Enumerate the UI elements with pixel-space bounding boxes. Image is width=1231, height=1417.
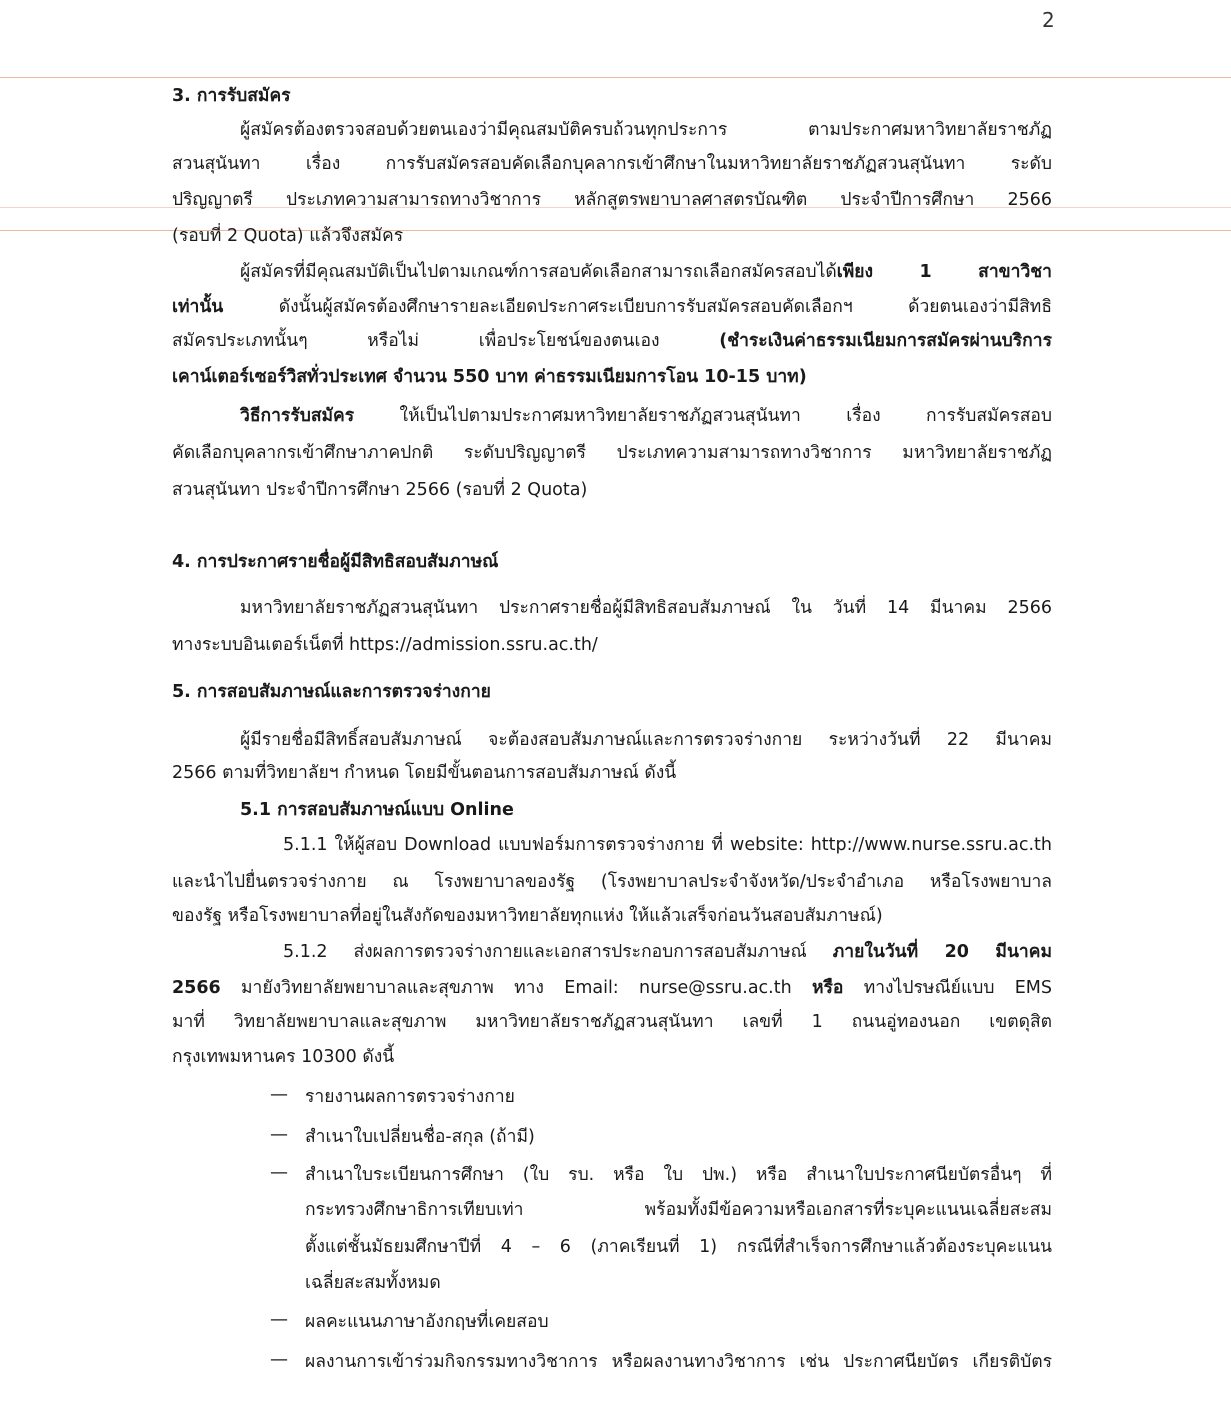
text-line	[240, 260, 1052, 284]
text-line	[172, 1045, 394, 1069]
text-line	[172, 904, 883, 928]
text-line	[172, 550, 498, 574]
text-line	[172, 365, 807, 389]
text-line	[240, 596, 1052, 620]
text: ผลคะแนนภาษาอังกฤษที่เคยสอบ	[305, 1312, 549, 1332]
text-line	[172, 761, 676, 785]
text: (รอบที่ 2 Quota) แล้วจึงสมัคร	[172, 226, 404, 246]
bold-text: เพียง 1 สาขาวิชา	[836, 262, 1052, 282]
bullet-dash-icon: —	[270, 1349, 288, 1370]
text-line	[283, 940, 1052, 964]
bold-text: 4. การประกาศรายชื่อผู้มีสิทธิสอบสัมภาษณ์	[172, 552, 499, 572]
text-line	[305, 1125, 535, 1149]
text: กระทรวงศึกษาธิการเทียบเท่า พร้อมทั้งมีข้อความหรือเอกสารที่ระบุคะแนนเฉลี่ยสะสม	[305, 1200, 1052, 1220]
bold-text: เท่านั้น	[172, 297, 224, 317]
bold-text: หรือ	[811, 978, 844, 998]
text-line	[240, 118, 1052, 142]
text: สำเนาใบเปลี่ยนชื่อ-สกุล (ถ้ามี)	[305, 1127, 535, 1147]
text: มาที่ วิทยาลัยพยาบาลและสุขภาพ มหาวิทยาลัยราชภัฏสวนสุนันทา เลขที่ 1 ถนนอู่ทองนอก เขตดุสิต	[172, 1012, 1052, 1032]
text-line	[305, 1163, 1052, 1187]
text: กรุงเทพมหานคร 10300 ดังนี้	[172, 1047, 395, 1067]
text: 2566 ตามที่วิทยาลัยฯ กำหนด โดยมีขั้นตอนการสอบสัมภาษณ์ ดังนี้	[172, 763, 677, 783]
text: สำเนาใบระเบียนการศึกษา (ใบ รบ. หรือ ใบ ปพ.) หรือ สำเนาใบประกาศนียบัตรอื่นๆ ที่	[305, 1165, 1052, 1185]
text-line	[172, 329, 1052, 353]
text: ทางระบบอินเตอร์เน็ตที่ https://admission.ssru.ac.th/	[172, 635, 598, 655]
text-line	[240, 798, 514, 822]
text-line	[240, 728, 1052, 752]
text: คัดเลือกบุคลากรเข้าศึกษาภาคปกติ ระดับปริญญาตรี ประเภทความสามารถทางวิชาการ มหาวิทยาลัยราชภัฏ	[172, 443, 1052, 463]
text: สวนสุนันทา ประจำปีการศึกษา 2566 (รอบที่ 2 Quota)	[172, 480, 588, 500]
bullet-dash-icon: —	[270, 1162, 288, 1183]
scan-line	[0, 77, 1231, 78]
text-line	[305, 1198, 1052, 1222]
text-line	[172, 441, 1052, 465]
text-line	[305, 1271, 441, 1295]
text: ผู้สมัครที่มีคุณสมบัติเป็นไปตามเกณฑ์การสอบคัดเลือกสามารถเลือกสมัครสอบได้	[240, 262, 837, 282]
text: ผู้สมัครต้องตรวจสอบด้วยตนเองว่ามีคุณสมบัติครบถ้วนทุกประการ ตามประกาศมหาวิทยาลัยราชภัฏ	[240, 120, 1052, 140]
text: มายังวิทยาลัยพยาบาลและสุขภาพ ทาง Email: nurse@ssru.ac.th	[220, 978, 812, 998]
text-line	[240, 404, 1052, 428]
bold-text: 5.1 การสอบสัมภาษณ์แบบ Online	[240, 800, 514, 820]
text-line	[172, 152, 1052, 176]
text-line	[172, 870, 1052, 894]
bold-text: 3. การรับสมัคร	[172, 86, 291, 106]
text-line	[172, 478, 587, 502]
bold-text: 5. การสอบสัมภาษณ์และการตรวจร่างกาย	[172, 682, 491, 702]
text: และนำไปยื่นตรวจร่างกาย ณ โรงพยาบาลของรัฐ (โรงพยาบาลประจำจังหวัด/ประจำอำเภอ หรือโรงพยาบาล	[172, 872, 1052, 892]
text: ตั้งแต่ชั้นมัธยมศึกษาปีที่ 4 – 6 (ภาคเรียนที่ 1) กรณีที่สำเร็จการศึกษาแล้วต้องระบุคะแนน	[305, 1237, 1052, 1257]
text: ผู้มีรายชื่อมีสิทธิ์สอบสัมภาษณ์ จะต้องสอบสัมภาษณ์และการตรวจร่างกาย ระหว่างวันที่ 22 มีนาคม	[240, 730, 1052, 750]
page-number: 2	[1042, 8, 1055, 32]
text-line	[172, 633, 598, 657]
bold-text: วิธีการรับสมัคร	[240, 406, 355, 426]
text: สวนสุนันทา เรื่อง การรับสมัครสอบคัดเลือกบุคลากรเข้าศึกษาในมหาวิทยาลัยราชภัฏสวนสุนันทา ระดับ	[172, 154, 1052, 174]
text-line	[305, 1350, 1052, 1374]
text-line	[283, 833, 1052, 857]
text: สมัครประเภทนั้นๆ หรือไม่ เพื่อประโยชน์ของตนเอง	[172, 331, 720, 351]
text: มหาวิทยาลัยราชภัฏสวนสุนันทา ประกาศรายชื่อผู้มีสิทธิสอบสัมภาษณ์ ใน วันที่ 14 มีนาคม 2566	[240, 598, 1052, 618]
text: เฉลี่ยสะสมทั้งหมด	[305, 1273, 441, 1293]
bold-text: 2566	[172, 978, 221, 998]
text-line	[172, 295, 1052, 319]
text: ทางไปรษณีย์แบบ EMS	[843, 978, 1052, 998]
text: 5.1.2 ส่งผลการตรวจร่างกายและเอกสารประกอบการสอบสัมภาษณ์	[283, 942, 833, 962]
text-line	[305, 1085, 515, 1109]
text: ของรัฐ หรือโรงพยาบาลที่อยู่ในสังกัดของมหาวิทยาลัยทุกแห่ง ให้แล้วเสร็จก่อนวันสอบสัมภาษณ์)	[172, 906, 883, 926]
text: ปริญญาตรี ประเภทความสามารถทางวิชาการ หลักสูตรพยาบาลศาสตรบัณฑิต ประจำปีการศึกษา 2566	[172, 190, 1052, 210]
text-line	[172, 224, 403, 248]
bold-text: เคาน์เตอร์เซอร์วิสทั่วประเทศ จำนวน 550 บาท ค่าธรรมเนียมการโอน 10-15 บาท)	[172, 367, 807, 387]
text: 5.1.1 ให้ผู้สอบ Download แบบฟอร์มการตรวจร่างกาย ที่ website: http://www.nurse.ssru.ac.th	[283, 835, 1052, 855]
text-line	[172, 680, 491, 704]
text: รายงานผลการตรวจร่างกาย	[305, 1087, 515, 1107]
bold-text: ภายในวันที่ 20 มีนาคม	[832, 942, 1052, 962]
text: ให้เป็นไปตามประกาศมหาวิทยาลัยราชภัฏสวนสุนันทา เรื่อง การรับสมัครสอบ	[354, 406, 1052, 426]
text-line	[172, 976, 1052, 1000]
bullet-dash-icon: —	[270, 1124, 288, 1145]
text-line	[305, 1235, 1052, 1259]
text-line	[172, 188, 1052, 212]
bullet-dash-icon: —	[270, 1309, 288, 1330]
text-line	[172, 1010, 1052, 1034]
text: ผลงานการเข้าร่วมกิจกรรมทางวิชาการ หรือผลงานทางวิชาการ เช่น ประกาศนียบัตร เกียรติบัตร	[305, 1352, 1052, 1372]
bullet-dash-icon: —	[270, 1084, 288, 1105]
text-line	[305, 1310, 549, 1334]
text-line	[172, 84, 291, 108]
bold-text: (ชำระเงินค่าธรรมเนียมการสมัครผ่านบริการ	[719, 331, 1052, 351]
text: ดังนั้นผู้สมัครต้องศึกษารายละเอียดประกาศระเบียบการรับสมัครสอบคัดเลือกฯ ด้วยตนเองว่ามีสิทธิ	[223, 297, 1052, 317]
